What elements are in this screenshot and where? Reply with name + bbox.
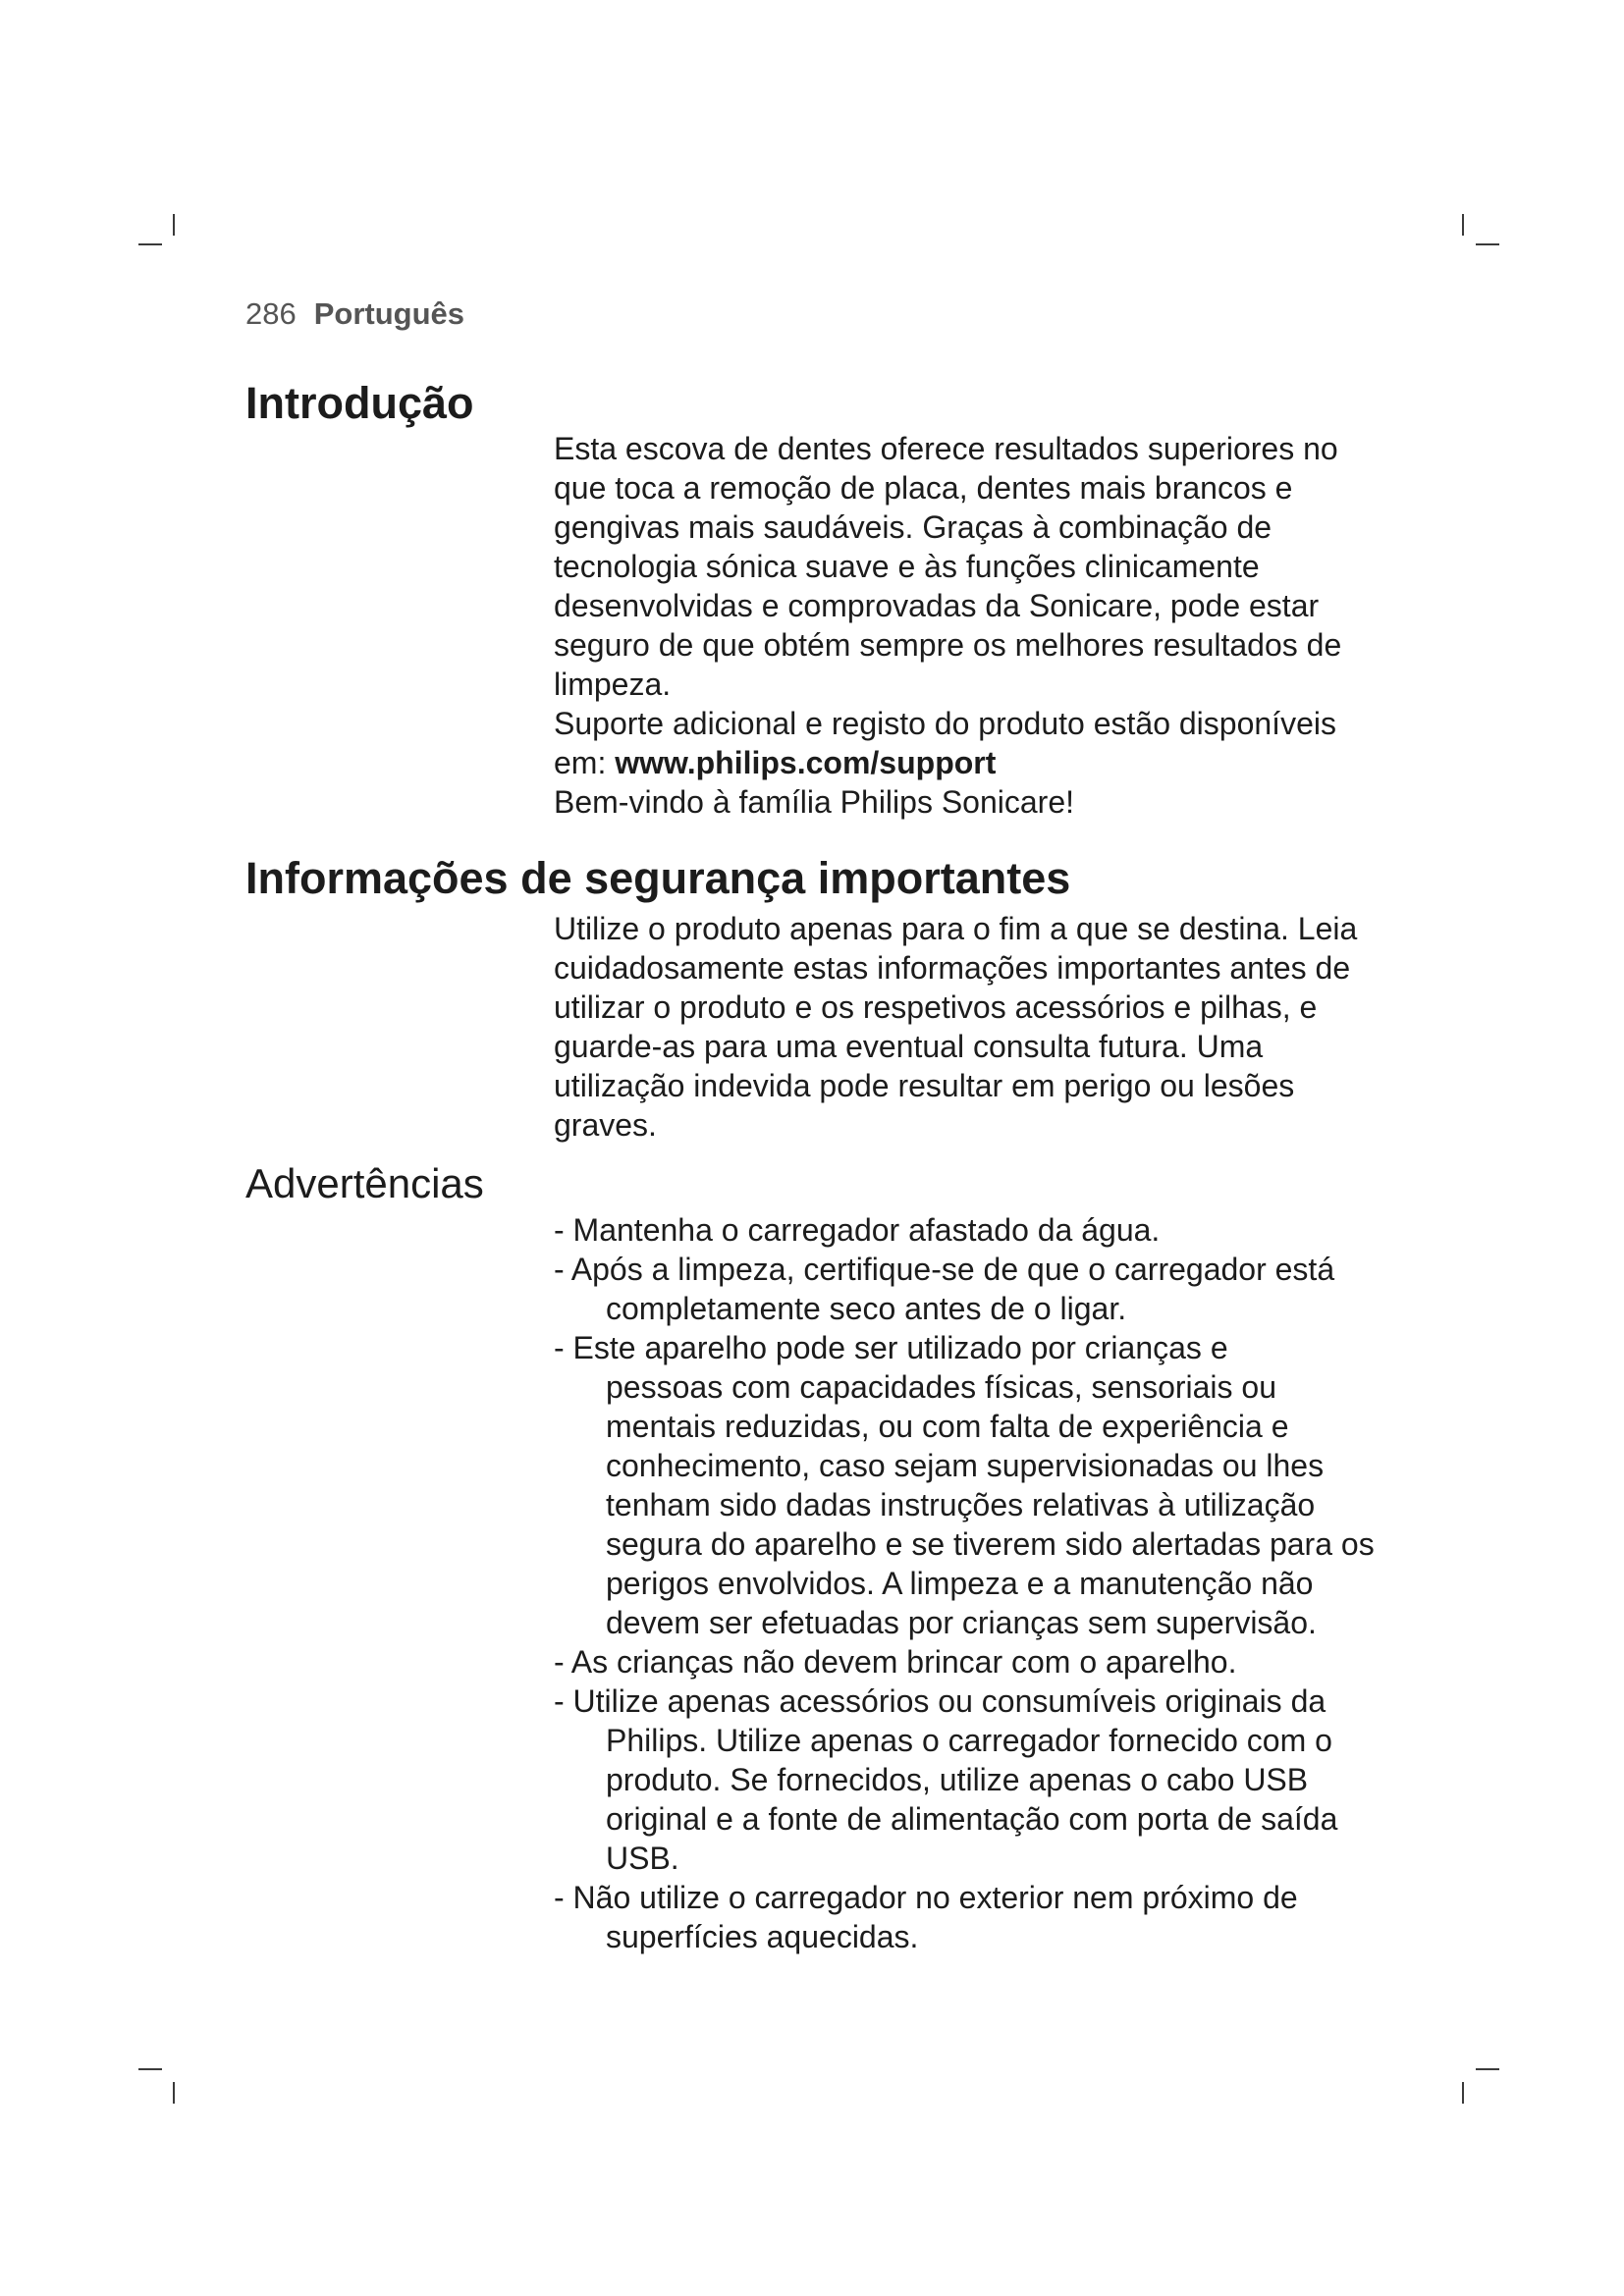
warning-item xyxy=(554,1878,1375,1956)
warning-line: mentais reduzidas, ou com falta de experiência e xyxy=(606,1409,1289,1444)
crop-mark-line xyxy=(1462,214,1464,236)
warning-line: Philips. Utilize apenas o carregador fornecido com o xyxy=(606,1723,1332,1758)
warning-line: - Mantenha o carregador afastado da água. xyxy=(554,1212,1161,1248)
page-language: Português xyxy=(313,296,465,331)
intro-line: que toca a remoção de placa, dentes mais brancos e xyxy=(554,470,1293,506)
welcome-line: Bem-vindo à família Philips Sonicare! xyxy=(554,784,1075,820)
crop-mark-line xyxy=(1476,2068,1499,2070)
warning-line: segura do aparelho e se tiverem sido alertadas para os xyxy=(606,1526,1375,1562)
intro-line: limpeza. xyxy=(554,667,672,702)
support-prefix: em: xyxy=(554,745,616,780)
warning-line: perigos envolvidos. A limpeza e a manutenção não xyxy=(606,1566,1314,1601)
intro-line: seguro de que obtém sempre os melhores resultados de xyxy=(554,627,1342,663)
warning-line: - Após a limpeza, certifique-se de que o carregador está xyxy=(554,1252,1335,1287)
crop-mark-line xyxy=(173,2082,175,2104)
intro-body xyxy=(554,429,1341,822)
crop-mark-line xyxy=(1476,243,1499,245)
intro-line: gengivas mais saudáveis. Graças à combinação de xyxy=(554,509,1272,545)
warning-line: devem ser efetuadas por crianças sem supervisão. xyxy=(606,1605,1317,1640)
warning-line: completamente seco antes de o ligar. xyxy=(606,1291,1127,1326)
warning-item xyxy=(554,1642,1375,1682)
warning-line: - Este aparelho pode ser utilizado por crianças e xyxy=(554,1330,1228,1365)
intro-line: Esta escova de dentes oferece resultados superiores no xyxy=(554,431,1338,466)
intro-line: desenvolvidas e comprovadas da Sonicare, pode estar xyxy=(554,588,1320,623)
warning-line: tenham sido dadas instruções relativas à utilização xyxy=(606,1487,1316,1522)
warning-item xyxy=(554,1682,1375,1878)
warning-item xyxy=(554,1328,1375,1642)
safety-line: utilizar o produto e os respetivos acessórios e pilhas, e xyxy=(554,989,1318,1025)
safety-line: graves. xyxy=(554,1107,657,1143)
warning-line: conhecimento, caso sejam supervisionadas ou lhes xyxy=(606,1448,1325,1483)
safety-line: cuidadosamente estas informações importantes antes de xyxy=(554,950,1351,986)
intro-line: tecnologia sónica suave e às funções clinicamente xyxy=(554,549,1260,584)
safety-line: guarde-as para uma eventual consulta futura. Uma xyxy=(554,1029,1264,1064)
warning-line: - As crianças não devem brincar com o aparelho. xyxy=(554,1644,1237,1680)
warnings-heading: Advertências xyxy=(245,1160,484,1206)
safety-heading: Informações de segurança importantes xyxy=(245,853,1071,903)
warning-line: superfícies aquecidas. xyxy=(606,1919,919,1954)
crop-mark-line xyxy=(138,2068,162,2070)
warnings-list xyxy=(554,1210,1375,1956)
crop-mark-line xyxy=(138,243,162,245)
warning-line: - Utilize apenas acessórios ou consumíveis originais da xyxy=(554,1683,1326,1719)
safety-body xyxy=(554,909,1357,1145)
crop-mark-line xyxy=(1462,2082,1464,2104)
safety-line: Utilize o produto apenas para o fim a que se destina. Leia xyxy=(554,911,1358,946)
support-url-link[interactable]: www.philips.com/support xyxy=(615,745,997,780)
page-number: 286 xyxy=(245,296,297,331)
warning-line: pessoas com capacidades físicas, sensoriais ou xyxy=(606,1369,1277,1405)
warning-line: USB. xyxy=(606,1841,679,1876)
intro-heading: Introdução xyxy=(245,378,474,428)
intro-line: Suporte adicional e registo do produto estão disponíveis xyxy=(554,706,1336,741)
warning-line: produto. Se fornecidos, utilize apenas o cabo USB xyxy=(606,1762,1309,1797)
running-head xyxy=(245,296,464,332)
warning-item xyxy=(554,1210,1375,1250)
safety-line: utilização indevida pode resultar em perigo ou lesões xyxy=(554,1068,1295,1103)
warning-item xyxy=(554,1250,1375,1328)
support-line xyxy=(554,743,1341,782)
warning-line: original e a fonte de alimentação com porta de saída xyxy=(606,1801,1338,1837)
warning-line: - Não utilize o carregador no exterior nem próximo de xyxy=(554,1880,1298,1915)
crop-mark-line xyxy=(173,214,175,236)
